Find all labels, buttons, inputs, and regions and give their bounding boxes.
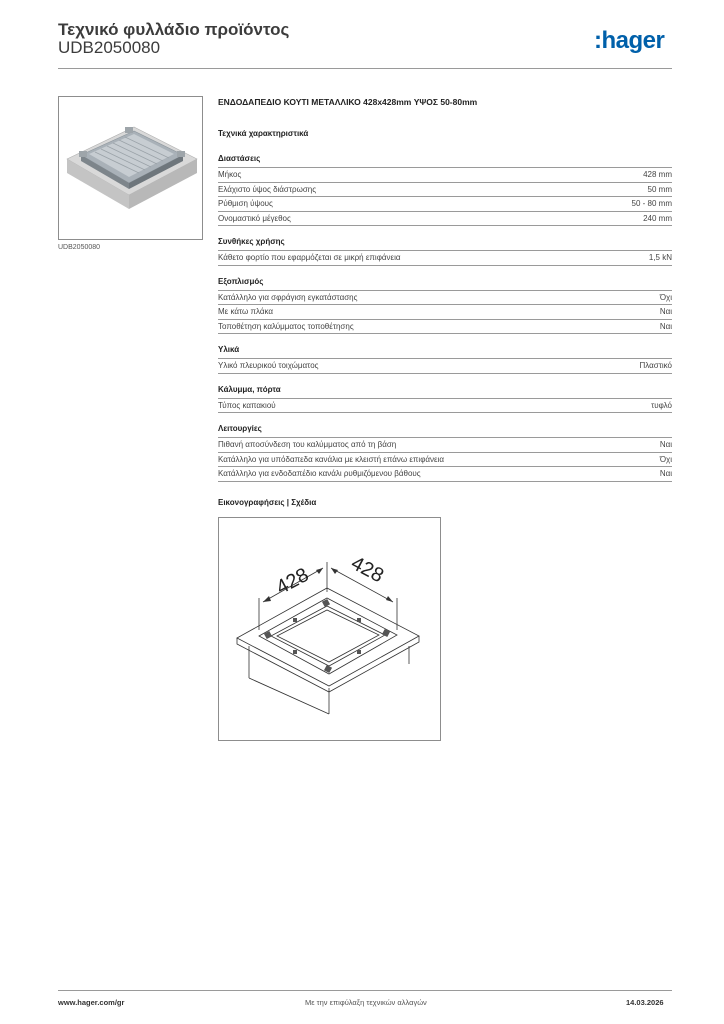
- spec-value: 428 mm: [643, 170, 672, 179]
- spec-value: Ναι: [659, 440, 672, 449]
- product-title: ΕΝΔΟΔΑΠΕΔΙΟ ΚΟΥΤΙ ΜΕΤΑΛΛΙΚΟ 428x428mm ΥΨΟΣ 50-80mm: [218, 97, 478, 107]
- photo-caption: UDB2050080: [58, 244, 101, 251]
- footer-website[interactable]: www.hager.com/gr: [58, 998, 125, 1007]
- product-photo-illustration: [59, 97, 202, 239]
- dimension-label-left: 428: [272, 563, 313, 599]
- spec-row: [218, 359, 672, 374]
- section-title: Λειτουργίες: [218, 424, 672, 438]
- footer-note: Με την επιφύλαξη τεχνικών αλλαγών: [305, 998, 427, 1007]
- spec-value: 50 - 80 mm: [631, 199, 672, 208]
- spec-value: Όχι: [659, 454, 672, 464]
- footer-date: 14.03.2026: [626, 998, 664, 1007]
- specs-heading: Τεχνικά χαρακτηριστικά: [218, 129, 309, 138]
- spec-value: τυφλό: [651, 400, 672, 410]
- spec-label: Ελάχιστο ύψος διάστρωσης: [218, 184, 317, 194]
- spec-row: [218, 197, 672, 212]
- document-title: Τεχνικό φυλλάδιο προϊόντος: [58, 20, 290, 39]
- section-title: Διαστάσεις: [218, 154, 672, 168]
- section-title: Κάλυμμα, πόρτα: [218, 385, 672, 399]
- spec-sections: [218, 154, 672, 482]
- dimension-label-right: 428: [347, 552, 388, 588]
- box-dimension-drawing: [219, 518, 440, 740]
- spec-row: [218, 168, 672, 183]
- drawings-heading: Εικονογραφήσεις | Σχέδια: [218, 498, 317, 507]
- spec-label: Υλικό πλευρικού τοιχώματος: [218, 361, 319, 370]
- product-photo: [58, 96, 203, 240]
- spec-label: Πιθανή αποσύνδεση του καλύμματος από τη βάση: [218, 440, 397, 449]
- spec-label: Τοποθέτηση καλύμματος τοποθέτησης: [218, 321, 354, 331]
- spec-value: Ναι: [659, 321, 672, 331]
- spec-row: [218, 399, 672, 414]
- spec-row: [218, 291, 672, 306]
- spec-value: Πλαστικό: [639, 361, 672, 370]
- spec-label: Τύπος καπακιού: [218, 400, 276, 410]
- hager-logo: :hager: [594, 27, 665, 54]
- spec-row: [218, 467, 672, 482]
- spec-row: [218, 212, 672, 227]
- technical-drawing: [218, 517, 441, 741]
- spec-label: Κατάλληλο για σφράγιση εγκατάστασης: [218, 292, 358, 302]
- spec-label: Μήκος: [218, 170, 242, 179]
- spec-label: Ονομαστικό μέγεθος: [218, 213, 291, 223]
- spec-row: [218, 183, 672, 198]
- spec-value: 1,5 kN: [648, 253, 672, 262]
- spec-label: Κατάλληλο για ενδοδαπέδιο κανάλι ρυθμιζόμενου βάθους: [218, 469, 421, 478]
- spec-row: [218, 320, 672, 335]
- section-title: Συνθήκες χρήσης: [218, 237, 672, 251]
- spec-label: Ρύθμιση ύψους: [218, 199, 273, 208]
- section-title: Υλικά: [218, 345, 672, 359]
- section-title: Εξοπλισμός: [218, 277, 672, 291]
- product-code: UDB2050080: [58, 38, 161, 57]
- spec-row: [218, 305, 672, 320]
- spec-row: [218, 453, 672, 468]
- spec-label: Κατάλληλο για υπόδαπεδα κανάλια με κλειστή επάνω επιφάνεια: [218, 454, 444, 464]
- spec-row: [218, 438, 672, 453]
- spec-content: [218, 97, 672, 482]
- header-divider: [58, 68, 672, 69]
- spec-value: 50 mm: [647, 184, 672, 194]
- spec-label: Με κάτω πλάκα: [218, 307, 274, 316]
- spec-value: Όχι: [659, 292, 672, 302]
- spec-value: Ναι: [659, 469, 672, 478]
- spec-label: Κάθετο φορτίο που εφαρμόζεται σε μικρή επιφάνεια: [218, 253, 401, 262]
- footer-divider: [58, 990, 672, 991]
- spec-row: [218, 251, 672, 266]
- spec-value: 240 mm: [643, 213, 672, 223]
- spec-value: Ναι: [659, 307, 672, 316]
